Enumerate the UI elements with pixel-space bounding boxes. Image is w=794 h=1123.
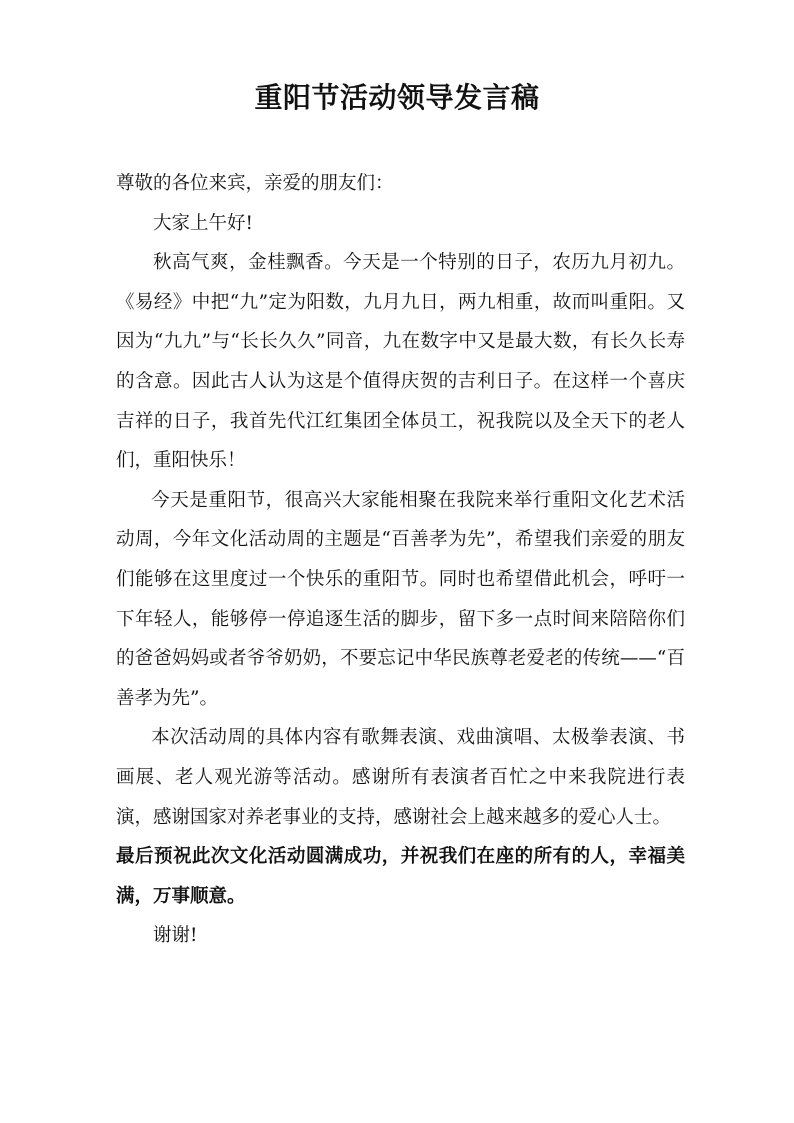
closing-wish: 最后预祝此次文化活动圆满成功，并祝我们在座的所有的人，幸福美满，万事顺意。 [116,846,685,907]
thanks: 谢谢! [153,925,198,947]
document-body [116,164,685,956]
opening-greeting: 大家上午好! [153,212,253,234]
paragraph-3: 本次活动周的具体内容有歌舞表演、戏曲演唱、太极拳表演、书画展、老人观光游等活动。感谢所有表演者百忙之中来我院进行表演，感谢国家对养老事业的支持，感谢社会上越来越多的爱心人士。 [116,727,685,828]
paragraph-2: 今天是重阳节，很高兴大家能相聚在我院来举行重阳文化艺术活动周，今年文化活动周的主题是“百善孝为先”，希望我们亲爱的朋友们能够在这里度过一个快乐的重阳节。同时也希望借此机会，呼吁一下年轻人，能够停一停追逐生活的脚步，留下多一点时间来陪陪你们的爸爸妈妈或者爷爷奶奶，不要忘记中华民族尊老爱老的传统——“百善孝为先”。 [116,489,685,709]
paragraph-1: 秋高气爽，金桂飘香。今天是一个特别的日子，农历九月初九。《易经》中把“九”定为阳数，九月九日，两九相重，故而叫重阳。又因为“九九”与“长长久久”同音，九在数字中又是最大数，有长久长寿的含意。因此古人认为这是个值得庆贺的吉利日子。在这样一个喜庆吉祥的日子，我首先代江红集团全体员工，祝我院以及全天下的老人们，重阳快乐！ [116,252,685,472]
salutation: 尊敬的各位来宾，亲爱的朋友们： [116,173,394,194]
document-title: 重阳节活动领导发言稿 [254,81,540,114]
